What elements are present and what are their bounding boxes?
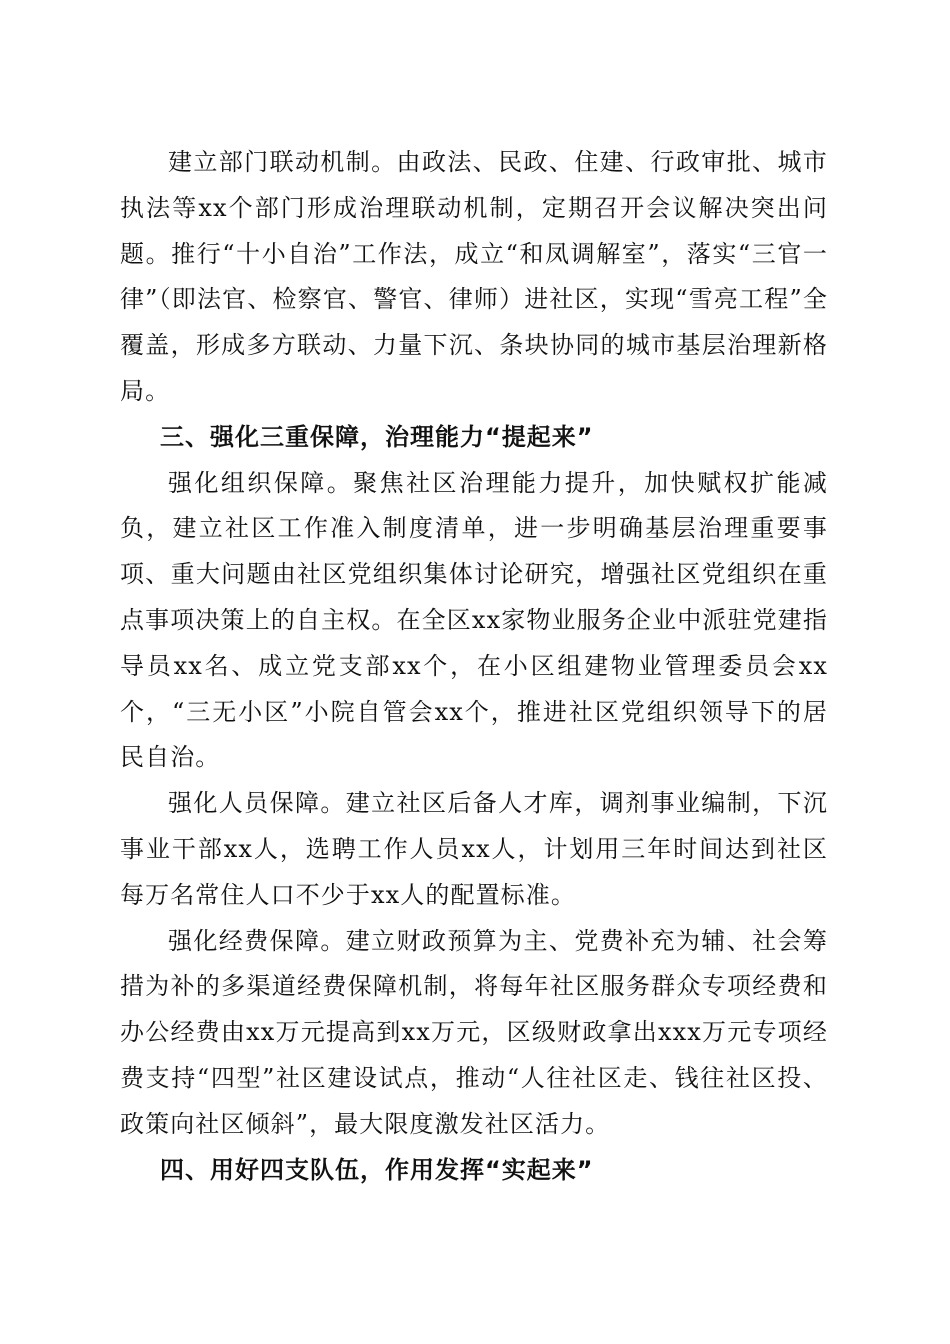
document-body <box>120 140 828 1193</box>
paragraph-department-linkage: 建立部门联动机制。由政法、民政、住建、行政审批、城市执法等xx个部门形成治理联动机制，定期召开会议解决突出问题。推行“十小自治”工作法，成立“和凤调解室”，落实“三官一律”（即法官、检察官、警官、律师）进社区，实现“雪亮工程”全覆盖，形成多方联动、力量下沉、条块协同的城市基层治理新格局。 <box>120 148 828 405</box>
paragraph-personnel-guarantee: 强化人员保障。建立社区后备人才库，调剂事业编制，下沉事业干部xx人，选聘工作人员xx人，计划用三年时间达到社区每万名常住人口不少于xx人的配置标准。 <box>120 789 828 909</box>
section-heading-four: 四、用好四支队伍，作用发挥“实起来” <box>160 1155 594 1184</box>
paragraph-organization-guarantee: 强化组织保障。聚焦社区治理能力提升，加快赋权扩能减负，建立社区工作准入制度清单，进一步明确基层治理重要事项、重大问题由社区党组织集体讨论研究，增强社区党组织在重点事项决策上的自主权。在全区xx家物业服务企业中派驻党建指导员xx名、成立党支部xx个，在小区组建物业管理委员会xx个，“三无小区”小院自管会xx个，推进社区党组织领导下的居民自治。 <box>120 468 828 772</box>
paragraph-funding-guarantee: 强化经费保障。建立财政预算为主、党费补充为辅、社会筹措为补的多渠道经费保障机制，将每年社区服务群众专项经费和办公经费由xx万元提高到xx万元，区级财政拿出xxx万元专项经费支持“四型”社区建设试点，推动“人往社区走、钱往社区投、政策向社区倾斜”，最大限度激发社区活力。 <box>120 926 828 1138</box>
section-heading-three: 三、强化三重保障，治理能力“提起来” <box>160 422 594 451</box>
